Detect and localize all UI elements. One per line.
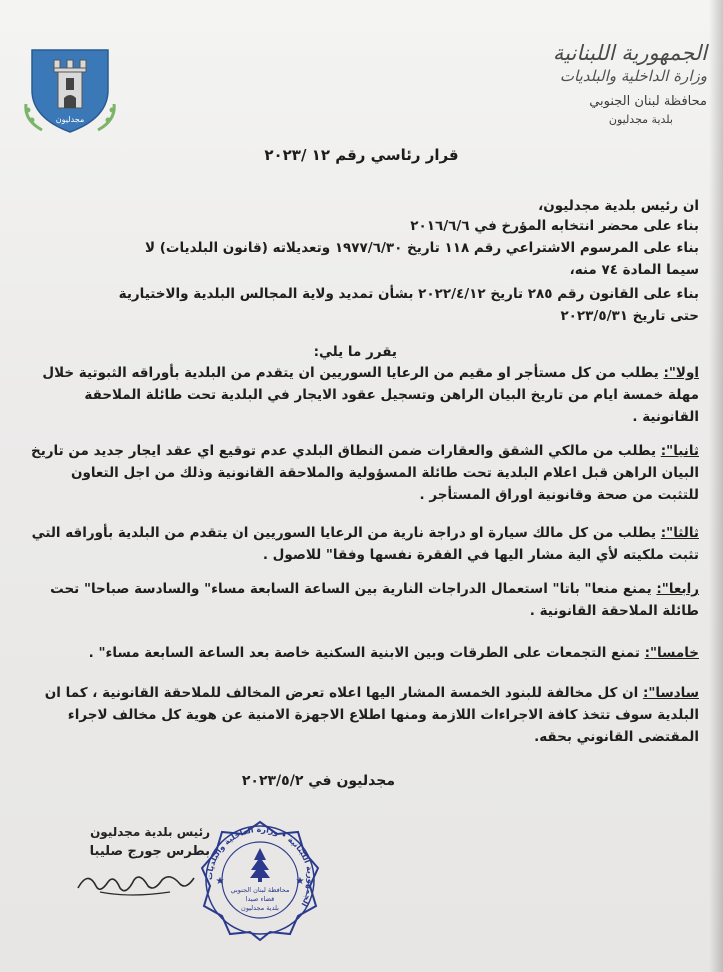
- republic-name: الجمهورية اللبنانية: [552, 41, 707, 65]
- emblem-caption: مجدليون: [55, 115, 85, 124]
- stamp-ring-text: الجمهورية اللبنانية • وزارة الداخلية والبلديات: [204, 824, 316, 909]
- article-1: [29, 362, 699, 428]
- article-text: ان كل مخالفة للبنود الخمسة المشار اليها اعلاه تعرض المخالف للملاحقة القانونية ، كما ان البلدية سوف تتخذ كافة الاجراءات اللازمة ومنها اطلاع الاجهزة الامنية عن هوية كل مخالف لاجراء المقتضى القانوني بحقه.: [44, 685, 699, 745]
- article-label: خامسا":: [644, 645, 699, 661]
- article-4: [29, 578, 699, 622]
- article-text: يمنع منعا" باتا" استعمال الدراجات النارية بين الساعة السابعة مساء" والسادسة صباحا" تحت طائلة الملاحقة القانونية .: [50, 581, 699, 619]
- stamp-line1: محافظة لبنان الجنوبي: [230, 886, 290, 894]
- stamp-line2: قضاء صيدا: [245, 895, 275, 903]
- preamble-line: بناء على محضر انتخابه المؤرخ في ٢٠١٦/٦/٦: [410, 218, 699, 234]
- article-2: [29, 440, 699, 506]
- article-label: اولا":: [663, 365, 699, 381]
- handwritten-signature: [70, 862, 200, 902]
- article-3: [29, 522, 699, 566]
- official-stamp: [198, 818, 322, 942]
- article-text: تمنع التجمعات على الطرقات وبين الابنية السكنية خاصة بعد الساعة السابعة مساء" .: [88, 645, 640, 661]
- article-label: ثانيا":: [660, 443, 699, 459]
- signatory-title: رئيس بلدية مجدليون: [90, 825, 210, 839]
- article-text: يطلب من مالكي الشقق والعقارات ضمن النطاق البلدي عدم توقيع اي عقد ايجار جديد من تاريخ البيان الراهن قبل اعلام البلدية تحت طائلة المسؤولية والملاحقة القانونية وذلك من اجل التعاون للتثبت من صحة وقانونية اوراق المستأجر .: [30, 443, 699, 503]
- article-label: رابعا":: [656, 581, 699, 597]
- municipality-name: بلدية مجدليون: [608, 113, 673, 126]
- preamble-line: بناء على المرسوم الاشتراعي رقم ١١٨ تاريخ ١٩٧٧/٦/٣٠ وتعديلاته (قانون البلديات) لا: [144, 240, 699, 256]
- municipality-emblem-icon: [20, 44, 120, 136]
- preamble-line: حتى تاريخ ٢٠٢٣/٥/٣١: [560, 308, 699, 324]
- article-label: ثالثا":: [660, 525, 699, 541]
- svg-text:★: ★: [295, 876, 305, 887]
- preamble-line: سيما المادة ٧٤ منه،: [569, 262, 699, 278]
- article-5: [29, 642, 699, 664]
- ministry-name: وزارة الداخلية والبلديات: [559, 67, 707, 85]
- stamp-line3: بلدية مجدليون: [241, 904, 279, 912]
- preamble-line: ان رئيس بلدية مجدليون،: [538, 198, 699, 214]
- article-6: [29, 682, 699, 748]
- preamble-line: بناء على القانون رقم ٢٨٥ تاريخ ٢٠٢٢/٤/١٢ بشأن تمديد ولاية المجالس البلدية والاختيارية: [118, 286, 699, 302]
- article-text: يطلب من كل مالك سيارة او دراجة نارية من الرعايا السوريين ان يتقدم من البلدية بأوراقه التي تثبت ملكيته لأي الية مشار اليها في الفقرة نفسها وفقا" للاصول .: [31, 525, 699, 563]
- governorate-name: محافظة لبنان الجنوبي: [589, 94, 707, 109]
- decides-heading: يقرر ما يلي:: [313, 344, 397, 360]
- svg-text:★: ★: [215, 876, 225, 887]
- signatory-name: بطرس جورج صليبا: [89, 844, 210, 859]
- article-label: سادسا":: [642, 685, 699, 701]
- article-text: يطلب من كل مستأجر او مقيم من الرعايا السوريين ان يتقدم من البلدية بأوراقه الثبوتية خلال مهلة خمسة ايام من تاريخ البيان الراهن وتسجيل عقود الايجار في البلدية تحت طائلة الملاحقة القانونية .: [42, 365, 699, 425]
- decision-date: مجدليون في ٢٠٢٣/٥/٢: [241, 773, 395, 789]
- letterhead: [467, 40, 707, 128]
- signatory-block: [60, 823, 210, 863]
- decision-title: قرار رئاسي رقم ١٢ /٢٠٢٣: [264, 146, 459, 164]
